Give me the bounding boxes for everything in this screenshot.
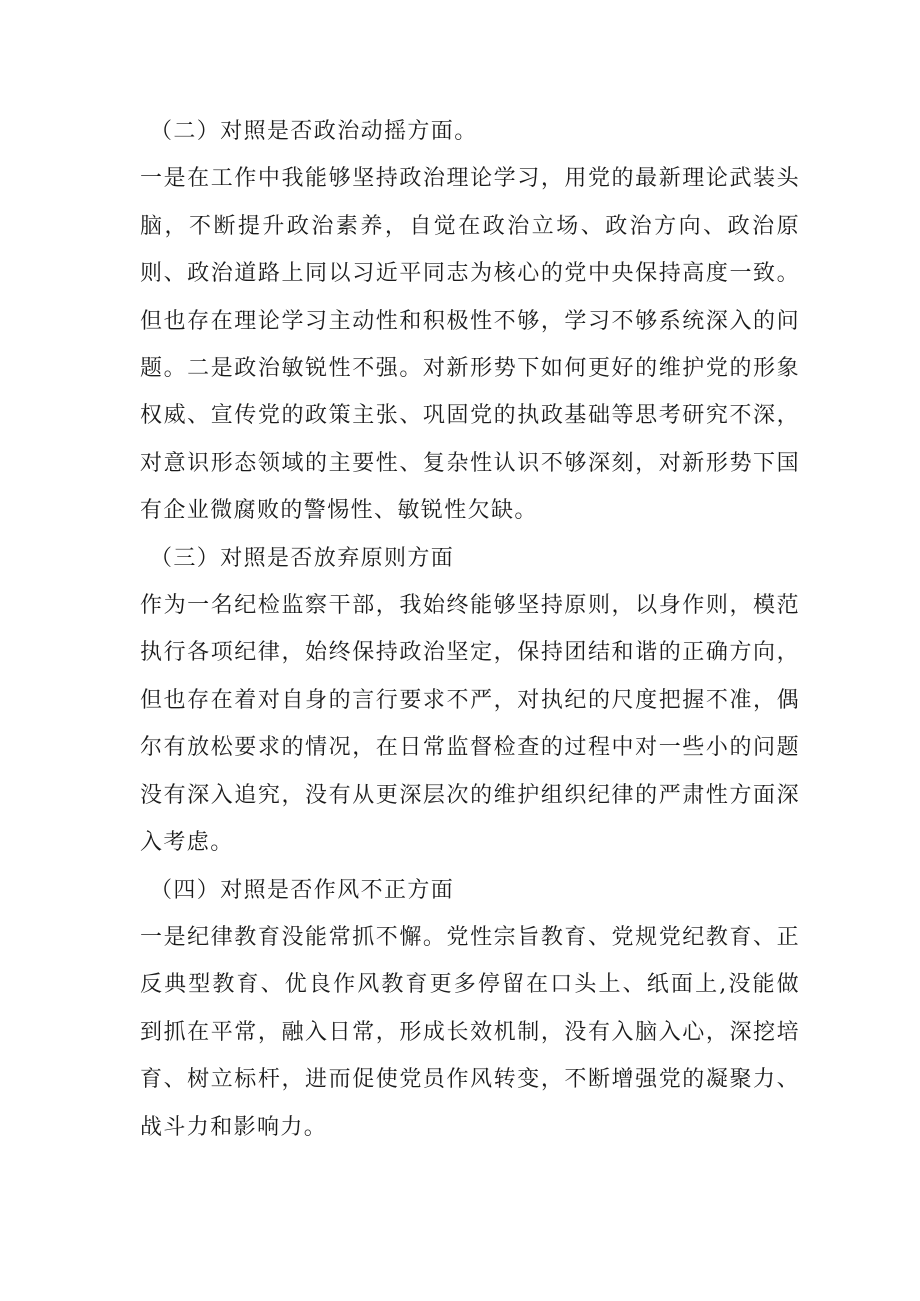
section-paragraph-2: 一是在工作中我能够坚持政治理论学习，用党的最新理论武装头脑，不断提升政治素养，自觉在政治立场、政治方向、政治原则、政治道路上同以习近平同志为核心的党中央保持高度一致。但也存在理论学习主动性和积极性不够，学习不够系统深入的问题。二是政治敏锐性不强。对新形势下如何更好的维护党的形象权威、宣传党的政策主张、巩固党的执政基础等思考研究不深，对意识形态领域的主要性、复杂性认识不够深刻，对新形势下国有企业微腐败的警惕性、敏锐性欠缺。 [140,166,800,524]
section-heading-3: （三）对照是否放弃原则方面 [150,545,455,571]
section-heading-4: （四）对照是否作风不正方面 [150,877,455,903]
document-body [140,108,800,1151]
section-paragraph-3: 作为一名纪检监察干部，我始终能够坚持原则，以身作则，模范执行各项纪律，始终保持政治坚定，保持团结和谐的正确方向，但也存在着对自身的言行要求不严，对执纪的尺度把握不准，偶尔有放松要求的情况，在日常监督检查的过程中对一些小的问题没有深入追究，没有从更深层次的维护组织纪律的严肃性方面深入考虑。 [140,593,800,856]
section-paragraph-4: 一是纪律教育没能常抓不懈。党性宗旨教育、党规党纪教育、正反典型教育、优良作风教育更多停留在口头上、纸面上,没能做到抓在平常，融入日常，形成长效机制，没有入脑入心，深挖培育、树立标杆，进而促使党员作风转变，不断增强党的凝聚力、战斗力和影响力。 [140,924,800,1140]
section-heading-2: （二）对照是否政治动摇方面。 [150,119,478,144]
